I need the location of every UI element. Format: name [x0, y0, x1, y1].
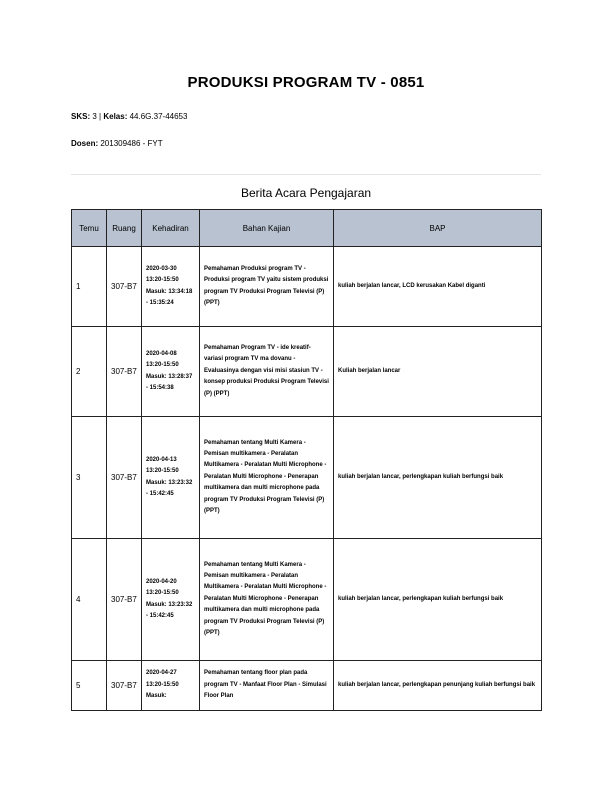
cell-bap: kuliah berjalan lancar, perlengkapan kuliah berfungsi baik	[334, 539, 542, 661]
sks-label: SKS:	[71, 112, 91, 121]
cell-temu: 2	[72, 327, 107, 417]
kelas-value: 44.6G.37-44653	[129, 112, 188, 121]
section-divider	[71, 174, 541, 175]
cell-temu: 1	[72, 247, 107, 327]
table-row	[72, 247, 542, 327]
cell-bahan-kajian: Pemahaman tentang Multi Kamera - Pemisan multikamera - Peralatan Multikamera - Peralatan Multi Microphone - Peralatan Multi Microphone - Penerapan multikamera dan multi microphone pada program TV Produksi Program Televisi (P) (PPT)	[200, 417, 334, 539]
table-row	[72, 417, 542, 539]
cell-kehadiran: 2020-04-20 13:20-15:50 Masuk: 13:23:32 - 15:42:45	[142, 539, 200, 661]
col-header-bahan-kajian: Bahan Kajian	[200, 210, 334, 247]
col-header-bap: BAP	[334, 210, 542, 247]
col-header-kehadiran: Kehadiran	[142, 210, 200, 247]
cell-bap: kuliah berjalan lancar, perlengkapan kuliah berfungsi baik	[334, 417, 542, 539]
cell-bahan-kajian: Pemahaman Produksi program TV - Produksi program TV yaitu sistem produksi program TV Produksi Program Televisi (P) (PPT)	[200, 247, 334, 327]
table-header-row	[72, 210, 542, 247]
table-row	[72, 539, 542, 661]
col-header-temu: Temu	[72, 210, 107, 247]
cell-ruang: 307-B7	[107, 661, 142, 711]
table-row	[72, 661, 542, 711]
cell-bahan-kajian: Pemahaman Program TV - ide kreatif- variasi program TV ma dovanu - Evaluasinya dengan visi misi stasiun TV - konsep produksi Produksi Program Televisi (P) (PPT)	[200, 327, 334, 417]
cell-bap: Kuliah berjalan lancar	[334, 327, 542, 417]
cell-kehadiran: 2020-04-08 13:20-15:50 Masuk: 13:28:37 - 15:54:38	[142, 327, 200, 417]
kelas-label: Kelas:	[103, 112, 128, 121]
cell-temu: 5	[72, 661, 107, 711]
cell-ruang: 307-B7	[107, 247, 142, 327]
cell-bap: kuliah berjalan lancar, LCD kerusakan Kabel diganti	[334, 247, 542, 327]
cell-kehadiran: 2020-03-30 13:20-15:50 Masuk: 13:34:18 - 15:35:24	[142, 247, 200, 327]
col-header-ruang: Ruang	[107, 210, 142, 247]
lecturer-meta	[71, 139, 163, 148]
cell-kehadiran: 2020-04-13 13:20-15:50 Masuk: 13:23:32 - 15:42:45	[142, 417, 200, 539]
table-row	[72, 327, 542, 417]
course-meta	[71, 112, 187, 121]
dosen-value: 201309486 - FYT	[100, 139, 163, 148]
cell-ruang: 307-B7	[107, 417, 142, 539]
cell-temu: 3	[72, 417, 107, 539]
cell-bahan-kajian: Pemahaman tentang floor plan pada program TV - Manfaat Floor Plan - Simulasi Floor Plan	[200, 661, 334, 711]
sks-value: 3	[92, 112, 97, 121]
bap-table	[71, 209, 542, 711]
cell-ruang: 307-B7	[107, 539, 142, 661]
cell-bahan-kajian: Pemahaman tentang Multi Kamera - Pemisan multikamera - Peralatan Multikamera - Peralatan Multi Microphone - Peralatan Multi Microphone - Penerapan multikamera dan multi microphone pada program TV Produksi Program Televisi (P) (PPT)	[200, 539, 334, 661]
page-title: PRODUKSI PROGRAM TV - 0851	[187, 74, 425, 91]
cell-temu: 4	[72, 539, 107, 661]
dosen-label: Dosen:	[71, 139, 99, 148]
section-title: Berita Acara Pengajaran	[240, 186, 372, 200]
meta-separator: |	[99, 112, 102, 121]
cell-bap: kuliah berjalan lancar, perlengkapan penunjang kuliah berfungsi baik	[334, 661, 542, 711]
cell-ruang: 307-B7	[107, 327, 142, 417]
cell-kehadiran: 2020-04-27 13:20-15:50 Masuk:	[142, 661, 200, 711]
